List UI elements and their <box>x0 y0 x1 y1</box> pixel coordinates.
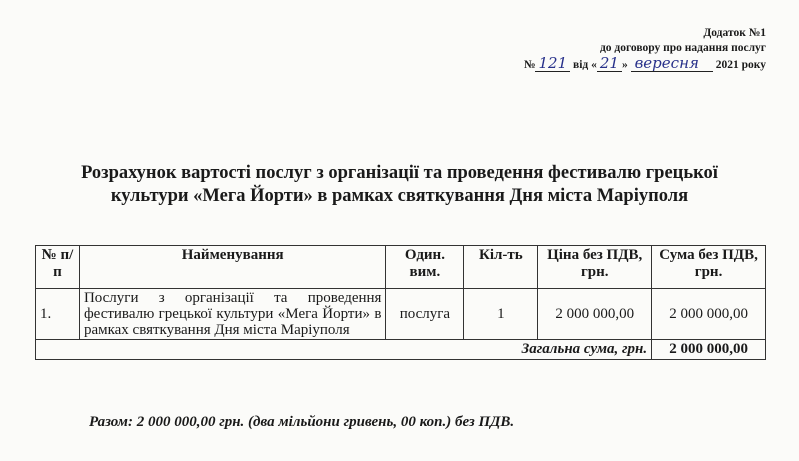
calculation-table <box>35 245 766 360</box>
row-name: Послуги з організації та проведення фестивалю грецької культури «Мега Йорти» в рамках святкування Дня міста Маріуполя <box>79 289 386 340</box>
row-num: 1. <box>36 289 80 340</box>
header-unit: Один. вим. <box>386 246 464 289</box>
title-line-1: Розрахунок вартості послуг з організації та проведення фестивалю грецької <box>81 163 718 183</box>
annex-header <box>524 26 766 73</box>
header-qty: Кіл-ть <box>464 246 538 289</box>
row-qty: 1 <box>464 289 538 340</box>
row-sum: 2 000 000,00 <box>652 289 766 340</box>
summary-text: Разом: 2 000 000,00 грн. (два мільйони гривень, 00 коп.) без ПДВ. <box>89 414 515 430</box>
header-sum: Сума без ПДВ, грн. <box>652 246 766 289</box>
document-title <box>0 162 799 208</box>
title-line-2: культури «Мега Йорти» в рамках святкування Дня міста Маріуполя <box>110 186 689 206</box>
row-price: 2 000 000,00 <box>538 289 652 340</box>
annex-year: 2021 року <box>715 59 766 71</box>
handwritten-contract-number: 121 <box>535 56 570 72</box>
row-unit: послуга <box>386 289 464 340</box>
total-row <box>36 340 766 360</box>
header-num: № п/п <box>36 246 80 289</box>
total-value: 2 000 000,00 <box>652 340 766 360</box>
annex-title: Додаток №1 <box>703 27 766 39</box>
close-quote: » <box>621 59 628 71</box>
from-label: від « <box>573 59 597 71</box>
header-name: Найменування <box>79 246 386 289</box>
total-label: Загальна сума, грн. <box>36 340 652 360</box>
handwritten-month: вересня <box>631 56 713 72</box>
handwritten-day: 21 <box>597 56 622 72</box>
annex-subtitle: до договору про надання послуг <box>599 42 766 54</box>
table-row <box>36 289 766 340</box>
table-header-row <box>36 246 766 289</box>
number-prefix: № <box>523 59 536 71</box>
annex-contract-ref <box>524 56 766 73</box>
header-price: Ціна без ПДВ, грн. <box>538 246 652 289</box>
